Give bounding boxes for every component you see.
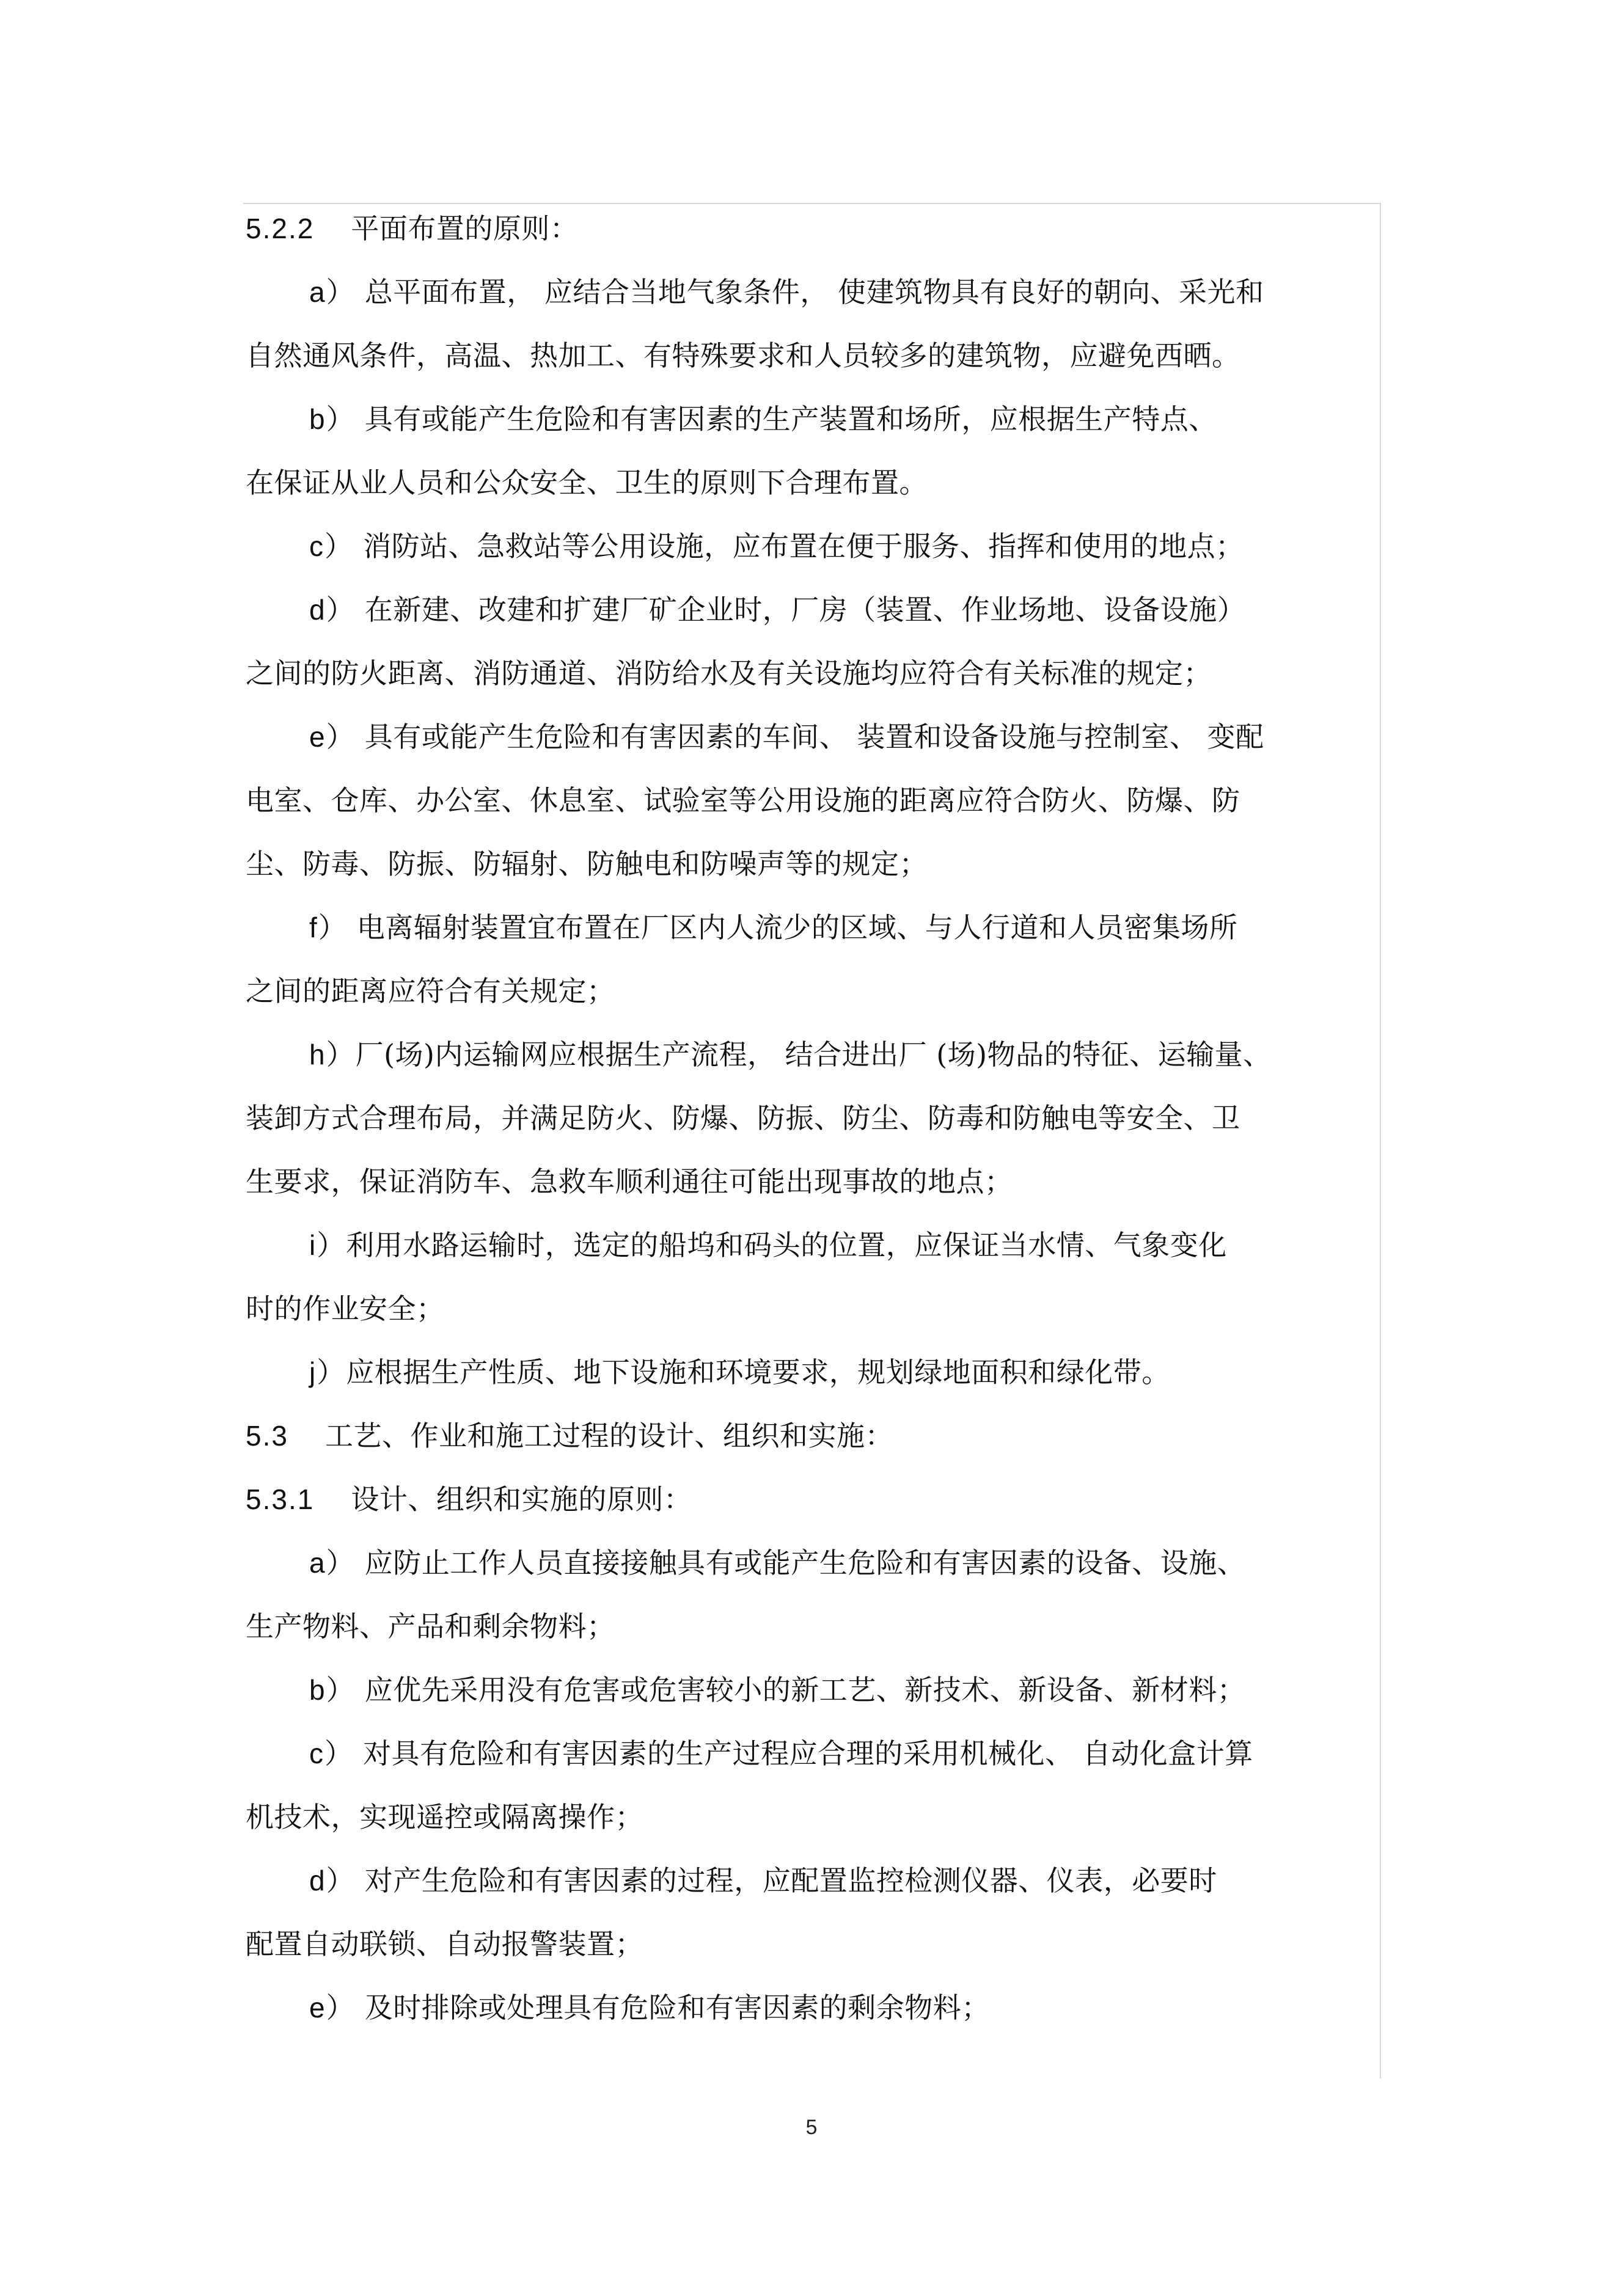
item-j-line-1: j）应根据生产性质、地下设施和环境要求，规划绿地面积和绿化带。 — [309, 1356, 1170, 1389]
item-c-line-1: c） 消防站、急救站等公用设施，应布置在便于服务、指挥和使用的地点； — [309, 530, 1244, 563]
item-a-line-1: a） 总平面布置， 应结合当地气象条件， 使建筑物具有良好的朝向、采光和 — [309, 276, 1264, 309]
heading-5-3-1: 5.3.1 设计、组织和实施的原则： — [246, 1483, 692, 1516]
item-5-3-1-a-line-1: a） 应防止工作人员直接接触具有或能产生危险和有害因素的设备、设施、 — [309, 1546, 1246, 1579]
item-h-line-3: 生要求，保证消防车、急救车顺利通往可能出现事故的地点； — [246, 1165, 1013, 1198]
item-e-line-1: e） 具有或能产生危险和有害因素的车间、 装置和设备设施与控制室、 变配 — [309, 720, 1264, 753]
item-h-line-2: 装卸方式合理布局，并满足防火、防爆、防振、防尘、防毒和防触电等安全、卫 — [246, 1102, 1240, 1135]
item-5-3-1-e-line-1: e） 及时排除或处理具有危险和有害因素的剩余物料； — [309, 1991, 990, 2024]
item-i-line-1: i）利用水路运输时，选定的船坞和码头的位置，应保证当水情、气象变化 — [309, 1229, 1227, 1262]
item-5-3-1-c-line-1: c） 对具有危险和有害因素的生产过程应合理的采用机械化、 自动化盒计算 — [309, 1737, 1253, 1770]
item-5-3-1-c-line-2: 机技术，实现遥控或隔离操作； — [246, 1801, 643, 1834]
item-5-3-1-d-line-1: d） 对产生危险和有害因素的过程，应配置监控检测仪器、仪表，必要时 — [309, 1864, 1217, 1897]
item-a-line-2: 自然通风条件，高温、热加工、有特殊要求和人员较多的建筑物，应避免西晒。 — [246, 339, 1240, 372]
heading-5-3: 5.3 工艺、作业和施工过程的设计、组织和实施： — [246, 1419, 893, 1452]
item-d-line-1: d） 在新建、改建和扩建厂矿企业时，厂房（装置、作业场地、设备设施） — [309, 593, 1246, 626]
item-e-line-2: 电室、仓库、办公室、休息室、试验室等公用设施的距离应符合防火、防爆、防 — [246, 784, 1240, 817]
item-5-3-1-a-line-2: 生产物料、产品和剩余物料； — [246, 1610, 615, 1643]
item-b-line-2: 在保证从业人员和公众安全、卫生的原则下合理布置。 — [246, 466, 928, 499]
page-number: 5 — [805, 2116, 818, 2139]
item-i-line-2: 时的作业安全； — [246, 1292, 445, 1325]
item-e-line-3: 尘、防毒、防振、防辐射、防触电和防噪声等的规定； — [246, 847, 928, 880]
item-5-3-1-d-line-2: 配置自动联锁、自动报警装置； — [246, 1928, 643, 1961]
item-f-line-2: 之间的距离应符合有关规定； — [246, 974, 615, 1007]
item-b-line-1: b） 具有或能产生危险和有害因素的生产装置和场所，应根据生产特点、 — [309, 403, 1217, 436]
item-5-3-1-b-line-1: b） 应优先采用没有危害或危害较小的新工艺、新技术、新设备、新材料； — [309, 1673, 1246, 1706]
item-f-line-1: f） 电离辐射装置宜布置在厂区内人流少的区域、与人行道和人员密集场所 — [309, 911, 1238, 944]
item-d-line-2: 之间的防火距离、消防通道、消防给水及有关设施均应符合有关标准的规定； — [246, 657, 1212, 690]
item-h-line-1: h）厂(场)内运输网应根据生产流程， 结合进出厂 (场)物品的特征、运输量、 — [309, 1038, 1272, 1071]
heading-5-2-2: 5.2.2 平面布置的原则： — [246, 212, 579, 245]
